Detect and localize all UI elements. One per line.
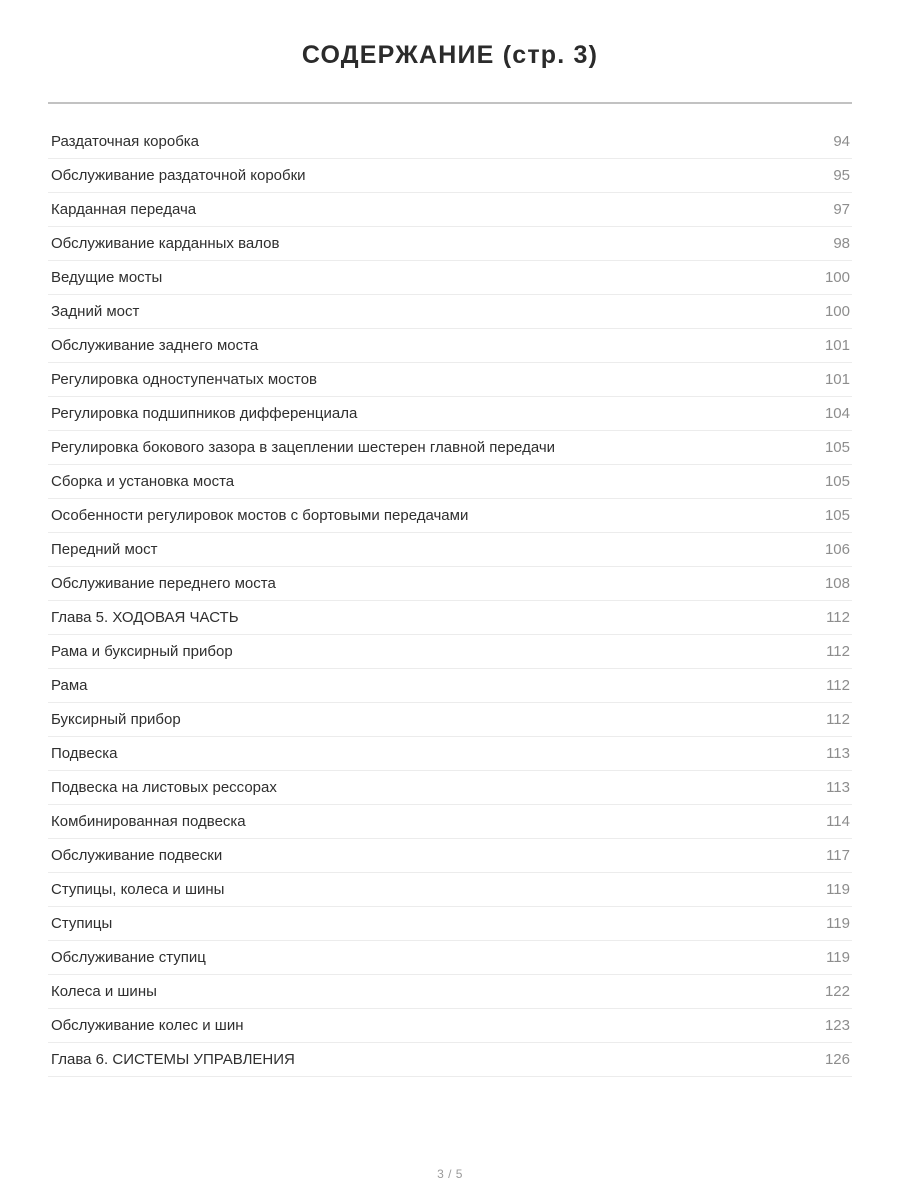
toc-entry-page-number: 112: [826, 711, 850, 729]
toc-entry-page-number: 122: [824, 983, 850, 1001]
toc-entry[interactable]: [48, 1009, 852, 1043]
title-divider: [48, 102, 852, 104]
toc-entry-page-number: 108: [824, 575, 850, 593]
toc-entry[interactable]: [48, 839, 852, 873]
toc-entry-page-number: 113: [826, 745, 850, 763]
toc-entry-page-number: 119: [826, 949, 850, 967]
toc-entry-page-number: 119: [826, 881, 850, 899]
toc-entry-page-number: 104: [824, 405, 850, 423]
page-title: СОДЕРЖАНИЕ (стр. 3): [301, 41, 599, 69]
toc-entry[interactable]: [48, 465, 852, 499]
toc-entry[interactable]: [48, 533, 852, 567]
toc-entry-page-number: 112: [826, 643, 850, 661]
toc-entry-page-number: 98: [833, 235, 850, 253]
toc-entry-label: Ступицы, колеса и шины: [51, 882, 225, 898]
toc-entry-label: Колеса и шины: [51, 984, 157, 1000]
toc-entry[interactable]: [48, 737, 852, 771]
toc-entry[interactable]: [48, 499, 852, 533]
toc-entry-label: Раздаточная коробка: [51, 134, 200, 150]
toc-entry-page-number: 100: [824, 269, 850, 287]
toc-entry-label: Подвеска на листовых рессорах: [51, 780, 277, 796]
toc-entry[interactable]: [48, 941, 852, 975]
toc-entry[interactable]: [48, 397, 852, 431]
toc-entry-label: Обслуживание ступиц: [51, 950, 206, 966]
toc-entry-page-number: 112: [826, 609, 850, 627]
toc-entry[interactable]: [48, 975, 852, 1009]
footer-pagination: 3 / 5: [437, 1167, 463, 1181]
toc-entry-label: Обслуживание раздаточной коробки: [51, 168, 306, 184]
toc-entry-label: Буксирный прибор: [51, 712, 181, 728]
toc-entry-label: Задний мост: [51, 304, 140, 320]
toc-entry[interactable]: [48, 907, 852, 941]
toc-entry-page-number: 105: [824, 439, 850, 457]
toc-entry-label: Глава 5. ХОДОВАЯ ЧАСТЬ: [51, 610, 239, 626]
toc-entry-label: Особенности регулировок мостов с бортовыми передачами: [51, 508, 469, 524]
toc-entry-label: Обслуживание подвески: [51, 848, 223, 864]
toc-entry[interactable]: [48, 295, 852, 329]
toc-entry[interactable]: [48, 159, 852, 193]
toc-entry-label: Ведущие мосты: [51, 270, 163, 286]
toc-entry[interactable]: [48, 363, 852, 397]
toc-entry[interactable]: [48, 601, 852, 635]
toc-entry-page-number: 101: [824, 371, 850, 389]
toc-entry-label: Ступицы: [51, 916, 113, 932]
toc-entry[interactable]: [48, 635, 852, 669]
toc-entry[interactable]: [48, 805, 852, 839]
toc-entry-page-number: 113: [826, 779, 850, 797]
toc-entry-label: Рама: [51, 678, 88, 694]
toc-entry-page-number: 100: [824, 303, 850, 321]
toc-entry-label: Регулировка подшипников дифференциала: [51, 406, 358, 422]
toc-entry-page-number: 126: [824, 1051, 850, 1069]
toc-entry[interactable]: [48, 193, 852, 227]
toc-entry-label: Обслуживание переднего моста: [51, 576, 276, 592]
toc-entry-label: Регулировка бокового зазора в зацеплении шестерен главной передачи: [51, 440, 556, 456]
toc-entry-label: Передний мост: [51, 542, 158, 558]
toc-entry-label: Подвеска: [51, 746, 118, 762]
toc-entry[interactable]: [48, 227, 852, 261]
toc-entry[interactable]: [48, 431, 852, 465]
toc-entry-page-number: 119: [826, 915, 850, 933]
toc-entry-label: Регулировка одноступенчатых мостов: [51, 372, 318, 388]
page-footer: [0, 1148, 900, 1200]
toc-entry-page-number: 95: [833, 167, 850, 185]
toc-entry-page-number: 117: [826, 847, 850, 865]
toc-entry-page-number: 123: [824, 1017, 850, 1035]
toc-entry-label: Рама и буксирный прибор: [51, 644, 233, 660]
toc-entry-label: Комбинированная подвеска: [51, 814, 246, 830]
toc-entry-label: Глава 6. СИСТЕМЫ УПРАВЛЕНИЯ: [51, 1052, 295, 1068]
toc-entry-label: Обслуживание карданных валов: [51, 236, 280, 252]
toc-entry-page-number: 97: [833, 201, 850, 219]
toc-entry-page-number: 101: [824, 337, 850, 355]
toc-entry[interactable]: [48, 125, 852, 159]
toc-entry[interactable]: [48, 703, 852, 737]
toc-entry-page-number: 112: [826, 677, 850, 695]
toc-entry[interactable]: [48, 1043, 852, 1077]
toc-entry[interactable]: [48, 873, 852, 907]
toc-entry[interactable]: [48, 261, 852, 295]
toc-entry-page-number: 105: [824, 473, 850, 491]
toc-entry[interactable]: [48, 669, 852, 703]
table-of-contents: [48, 125, 852, 1077]
toc-entry-page-number: 94: [833, 133, 850, 151]
toc-entry[interactable]: [48, 567, 852, 601]
toc-entry-page-number: 106: [824, 541, 850, 559]
toc-entry-label: Сборка и установка моста: [51, 474, 235, 490]
toc-entry-label: Карданная передача: [51, 202, 197, 218]
toc-entry-label: Обслуживание колес и шин: [51, 1018, 244, 1034]
toc-entry-page-number: 105: [824, 507, 850, 525]
toc-entry[interactable]: [48, 771, 852, 805]
toc-entry-label: Обслуживание заднего моста: [51, 338, 259, 354]
toc-entry[interactable]: [48, 329, 852, 363]
toc-entry-page-number: 114: [826, 813, 850, 831]
